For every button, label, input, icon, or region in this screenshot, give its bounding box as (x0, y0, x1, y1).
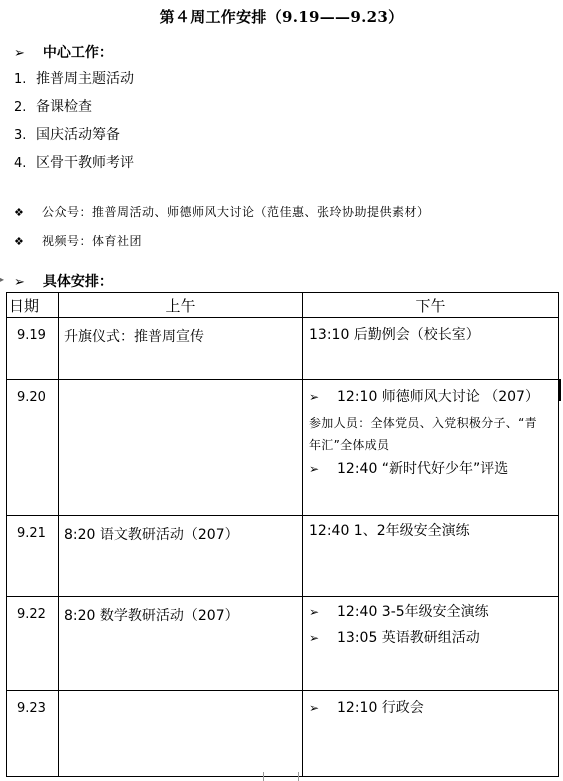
task-list (14, 70, 134, 182)
table-row (7, 691, 559, 777)
date-cell: 9.19 (7, 318, 59, 380)
afternoon-item: ➢ 12:40 “新时代好少年”评选 (309, 461, 509, 477)
table-row (7, 318, 559, 380)
afternoon-item: 13:10 后勤例会（校长室） (309, 327, 480, 343)
morning-cell: 升旗仪式：推普周宣传 (59, 318, 303, 380)
date-cell: 9.23 (7, 691, 59, 777)
afternoon-item: 12:40 1、2年级安全演练 (309, 523, 470, 539)
section-heading-label: 中心工作： (42, 45, 113, 61)
list-item: 4. 区骨干教师考评 (14, 155, 134, 171)
table-row (7, 597, 559, 691)
afternoon-cell (303, 516, 559, 597)
arrow-bullet-icon: ➢ (309, 605, 320, 619)
participants-text: 年汇”全体成员 (309, 438, 390, 452)
participants-text: 参加人员：全体党员、入党积极分子、“青 (309, 416, 537, 430)
header-morning: 上午 (59, 293, 303, 318)
morning-cell: 8:20 数学教研活动（207） (59, 597, 303, 691)
note-video-account: ❖ 视频号：体育社团 (14, 234, 143, 248)
header-date: 日期 (7, 293, 59, 318)
header-afternoon: 下午 (303, 293, 559, 318)
list-item: 2. 备课检查 (14, 99, 92, 115)
section-heading-label: 具体安排： (42, 274, 113, 290)
morning-cell (59, 380, 303, 516)
arrow-bullet-icon: ➢ (14, 275, 25, 290)
list-item: 1. 推普周主题活动 (14, 71, 134, 87)
afternoon-cell (303, 691, 559, 777)
afternoon-item: ➢ 12:40 3-5年级安全演练 (309, 604, 489, 620)
morning-cell (59, 691, 303, 777)
afternoon-cell (303, 597, 559, 691)
afternoon-item: ➢ 12:10 师德师风大讨论 （207） (309, 389, 539, 405)
page-edge-mark (263, 772, 264, 781)
arrow-bullet-icon: ➢ (309, 701, 320, 715)
list-item: 3. 国庆活动筹备 (14, 127, 120, 143)
date-cell: 9.22 (7, 597, 59, 691)
diamond-bullet-icon: ❖ (14, 235, 25, 248)
table-row (7, 516, 559, 597)
note-official-account: ❖ 公众号：推普周活动、师德师风大讨论（范佳惠、张玲协助提供素材） (14, 205, 430, 219)
afternoon-cell (303, 318, 559, 380)
afternoon-cell (303, 380, 559, 516)
section-heading-schedule (14, 271, 113, 291)
section-heading-center-work (14, 42, 113, 62)
diamond-bullet-icon: ❖ (14, 206, 25, 219)
arrow-bullet-icon: ➢ (309, 631, 320, 645)
date-cell: 9.21 (7, 516, 59, 597)
arrow-bullet-icon: ➢ (14, 46, 25, 61)
arrow-bullet-icon: ➢ (309, 390, 320, 404)
table-row (7, 380, 559, 516)
page-edge-mark (298, 772, 299, 781)
page-title: 第４周工作安排（9.19——9.23） (159, 8, 404, 26)
afternoon-item: ➢ 13:05 英语教研组活动 (309, 630, 480, 646)
table-header-row (7, 293, 559, 318)
date-cell: 9.20 (7, 380, 59, 516)
paragraph-mark-icon: ▸ (0, 275, 5, 284)
morning-cell: 8:20 语文教研活动（207） (59, 516, 303, 597)
schedule-table (6, 292, 559, 777)
afternoon-item: ➢ 12:10 行政会 (309, 700, 424, 716)
text-cursor (559, 379, 561, 401)
arrow-bullet-icon: ➢ (309, 462, 320, 476)
